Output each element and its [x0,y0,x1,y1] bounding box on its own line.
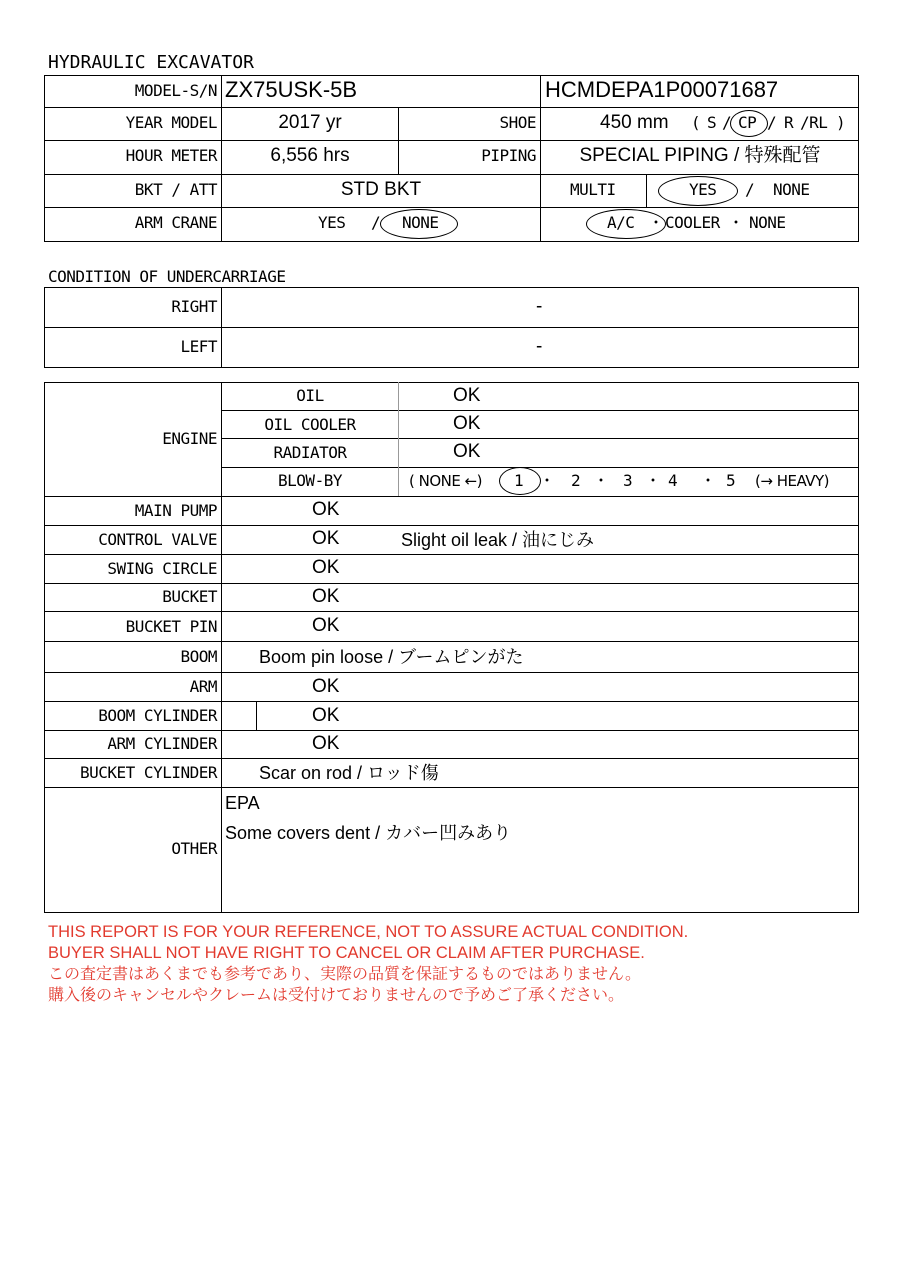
blowby-dot: ・ [539,471,555,490]
right-label: RIGHT [171,297,217,316]
bucket-cylinder-label: BUCKET CYLINDER [80,763,217,782]
blowby-dot: ・ [593,471,609,490]
shoe-close-paren: ) [836,113,846,132]
bkt-att-label: BKT / ATT [134,180,217,199]
cooler-option: COOLER [665,213,720,232]
disclaimer-line-3: この査定書はあくまでも参考であり、実際の品質を保証するものではありません。 [48,966,641,983]
control-valve-label: CONTROL VALVE [98,530,217,549]
arm-cylinder-label: ARM CYLINDER [107,734,217,753]
blowby-scale-3: 3 [623,471,633,490]
year-value: 2017 yr [278,112,342,133]
model-label: MODEL-S/N [134,81,217,100]
main-pump-value: OK [312,499,340,520]
control-valve-note: Slight oil leak / 油にじみ [401,530,595,550]
arm-label: ARM [189,677,217,696]
ac-option: A/C [607,213,635,232]
shoe-option-s: S [707,113,717,132]
shoe-option-cp: CP [738,113,757,132]
ac-selected-circle [586,209,666,239]
bucket-cylinder-note: Scar on rod / ロッド傷 [259,763,439,783]
blowby-scale-1: 1 [514,471,524,490]
arm-crane-yes: YES [318,213,346,232]
shoe-selected-circle [730,110,768,137]
main-pump-label: MAIN PUMP [134,501,217,520]
piping-value: SPECIAL PIPING / 特殊配管 [579,145,821,166]
bucket-pin-label: BUCKET PIN [125,617,217,636]
blowby-none-end: ( NONE ←) [409,472,483,490]
none-option: NONE [749,213,786,232]
boom-label: BOOM [180,647,217,666]
engine-oil-label: OIL [296,386,324,405]
multi-label: MULTI [570,180,616,199]
undercarriage-heading: CONDITION OF UNDERCARRIAGE [48,267,286,286]
hour-meter-value: 6,556 hrs [270,145,350,166]
blowby-dot: ・ [700,471,716,490]
model-value: ZX75USK-5B [225,77,358,102]
shoe-label: SHOE [499,113,536,132]
serial-number: HCMDEPA1P00071687 [545,77,779,102]
year-label: YEAR MODEL [125,113,217,132]
left-label: LEFT [180,337,217,356]
shoe-open-paren: ( [691,113,701,132]
right-value: - [536,296,543,317]
disclaimer-line-2: BUYER SHALL NOT HAVE RIGHT TO CANCEL OR CLAIM AFTER PURCHASE. [48,944,645,962]
document-title: HYDRAULIC EXCAVATOR [48,52,254,73]
arm-crane-sep: / [371,213,381,232]
blowby-label: BLOW-BY [278,471,342,490]
shoe-sep: / [767,113,777,132]
swing-circle-label: SWING CIRCLE [107,559,217,578]
boom-cylinder-value: OK [312,705,340,726]
piping-label: PIPING [481,146,536,165]
control-valve-value: OK [312,528,340,549]
other-label: OTHER [171,839,217,858]
shoe-sep: / [722,113,732,132]
bucket-label: BUCKET [162,587,217,606]
blowby-selected-circle [499,467,541,495]
disclaimer-line-1: THIS REPORT IS FOR YOUR REFERENCE, NOT TO ASSURE ACTUAL CONDITION. [48,923,689,941]
bucket-value: OK [312,586,340,607]
left-value: - [536,336,543,357]
blowby-scale-2: 2 [571,471,581,490]
blowby-scale-5: 5 [726,471,736,490]
shoe-size: 450 mm [600,112,669,133]
arm-crane-label: ARM CRANE [134,213,217,232]
multi-selected-circle [658,176,738,206]
shoe-option-r: R [784,113,794,132]
radiator-value: OK [453,441,481,462]
arm-cylinder-value: OK [312,733,340,754]
blowby-dot: ・ [645,471,661,490]
multi-yes: YES [689,180,717,199]
hour-meter-label: HOUR METER [125,146,217,165]
engine-oil-value: OK [453,385,481,406]
dot-separator: ・ [648,213,664,232]
other-line-covers: Some covers dent / カバー凹みあり [225,823,512,843]
engine-label: ENGINE [162,429,217,448]
shoe-option-rl: /RL [800,113,828,132]
radiator-label: RADIATOR [273,443,347,462]
other-line-epa: EPA [225,793,260,813]
bucket-pin-value: OK [312,615,340,636]
arm-crane-none: NONE [402,213,439,232]
oil-cooler-value: OK [453,413,481,434]
multi-sep: / [745,180,755,199]
boom-cylinder-label: BOOM CYLINDER [98,706,217,725]
blowby-heavy-end: (→ HEAVY) [755,472,830,490]
blowby-scale-4: 4 [668,471,678,490]
multi-none: NONE [773,180,810,199]
disclaimer-line-4: 購入後のキャンセルやクレームは受付けておりませんので予めご了承ください。 [48,987,625,1004]
dot-separator: ・ [728,213,744,232]
bkt-att-value: STD BKT [340,179,422,200]
oil-cooler-label: OIL COOLER [264,415,356,434]
boom-note: Boom pin loose / ブームピンがた [259,647,524,667]
arm-value: OK [312,676,340,697]
arm-crane-selected-circle [380,209,458,239]
swing-circle-value: OK [312,557,340,578]
